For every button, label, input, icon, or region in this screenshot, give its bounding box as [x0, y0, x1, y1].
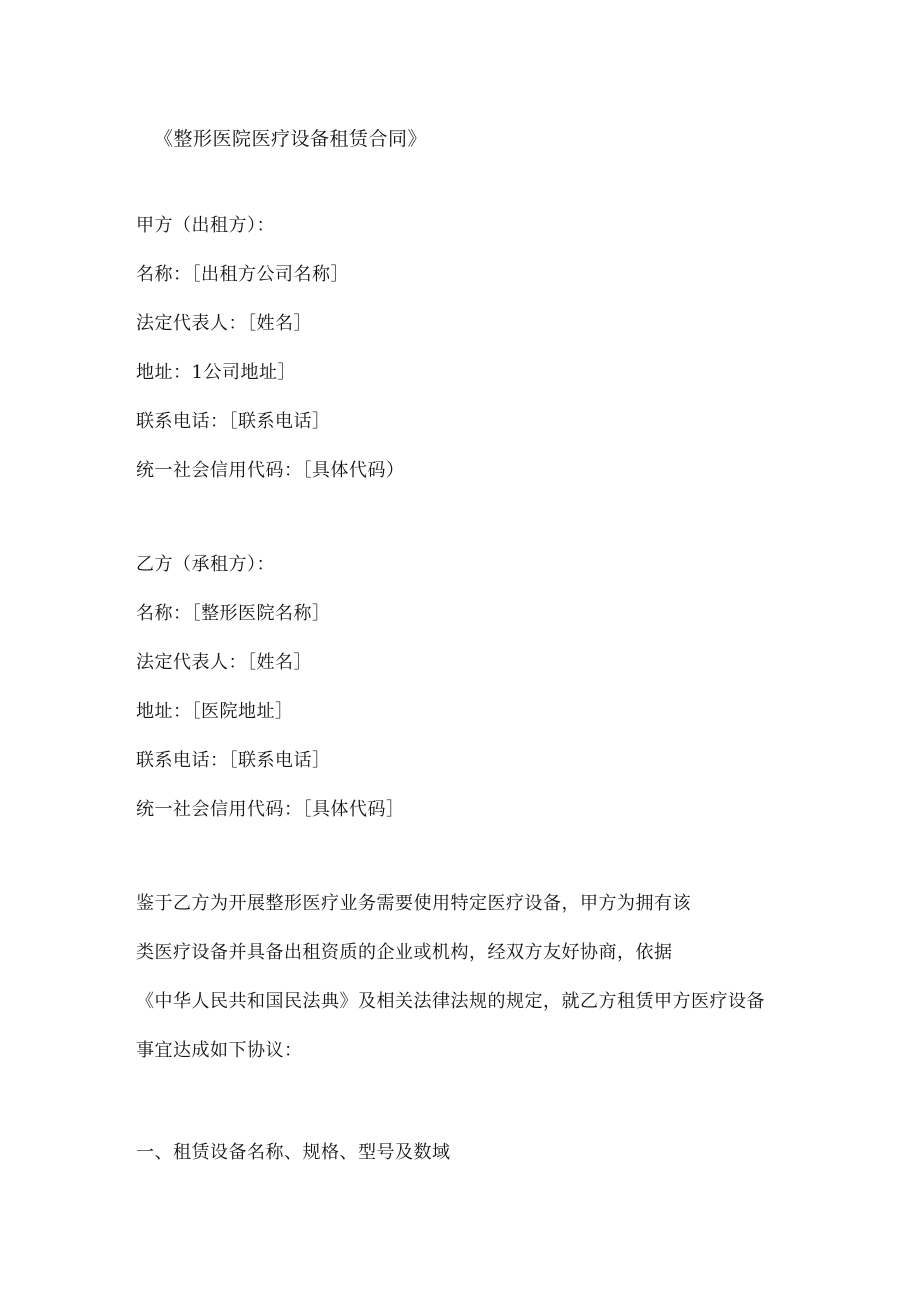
party-b-phone: 联系电话：［联系电话］ [136, 750, 331, 771]
party-b-representative: 法定代表人：［姓名］ [136, 652, 312, 673]
section-1-heading: 一、租赁设备名称、规格、型号及数域 [136, 1142, 451, 1163]
party-b-heading: 乙方（承租方）： [136, 554, 275, 575]
party-b-credit-code: 统一社会信用代码：［具体代码］ [136, 799, 405, 820]
party-a-name: 名称：［出租方公司名称］ [136, 264, 349, 285]
party-a-representative: 法定代表人：［姓名］ [136, 313, 312, 334]
preamble-line-4: 事宜达成如下协议： [136, 1040, 303, 1061]
preamble-line-1: 鉴于乙方为开展整形医疗业务需要使用特定医疗设备，甲方为拥有该 [136, 893, 691, 914]
party-b-address: 地址：［医院地址］ [136, 701, 294, 722]
party-b-name: 名称：［整形医院名称］ [136, 603, 331, 624]
party-a-address: 地址：1公司地址］ [136, 362, 296, 383]
party-a-credit-code: 统一社会信用代码：［具体代码） [136, 460, 405, 481]
contract-title: 《整形医院医疗设备租赁合同》 [154, 128, 428, 150]
party-a-phone: 联系电话：［联系电话］ [136, 411, 331, 432]
preamble-line-2: 类医疗设备并具备出租资质的企业或机构，经双方友好协商，依据 [136, 942, 673, 963]
party-a-heading: 甲方（出租方）： [136, 215, 275, 236]
preamble-line-3: 《中华人民共和国民法典》及相关法律法规的规定，就乙方租赁甲方医疗设备 [136, 991, 765, 1012]
